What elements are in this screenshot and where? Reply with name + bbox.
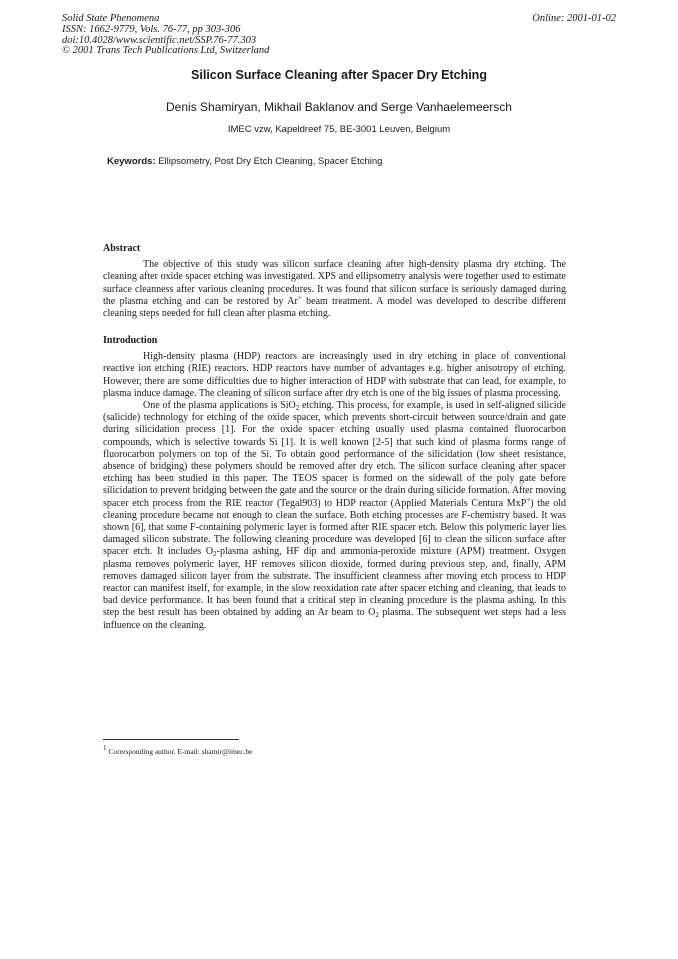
copyright-line: © 2001 Trans Tech Publications Ltd, Switzerland	[62, 45, 270, 57]
intro-paragraph-2: One of the plasma applications is SiO$_2$ etching. This process, for example, is used in self-aligned silicide (salicide) technology for etching of the oxide spacer, which prevents short-circuit between source/drain and gate during silicidation process [1]. For the oxide spacer etching usually used plasma contained fluorocarbon compounds, which is selective towards Si [1]. It is well known [2-5] that such kind of plasma forms range of fluorocarbon polymers on top of the Si. To obtain good performance of the silicidation (low sheet resistance, absence of bridging) these polymers should be removed after dry etch. The silicon surface cleaning after spacer etching has been studied in this paper. The TEOS spacer is formed on the sidewall of the poly gate before silicidation to prevent bridging between the gate and the source or the drain during silicide formation. After moving spacer etch process from the RIE reactor (Tegal903) to HDP reactor (Applied Materials Centura MxP+) the old cleaning procedure became not enough to clean the surface. Both etching processes are F-chemistry based. It was shown [6], that some F-containing polymeric layer is formed after RIE spacer etch. Below this polymeric layer lies damaged silicon substrate. The following cleaning procedure was developed [6] to clean the silicon surface after spacer etch. It includes $O_2$-plasma ashing, HF dip and ammonia-peroxide mixture (APM) treatment. Oxygen plasma removes polymeric layer, HF removes silicon dioxide, formed during previous step, and, finally, APM removes damaged silicon layer from the substrate. The insufficient cleanness after moving etch process to HDP reactor can manifest itself, for example, in the slow reoxidation rate after spacer etching and cleaning, that leads to bad device performance. It has been found that a critical step in cleaning procedure is the plasma ashing. In this step the best result has been obtained by adding an Ar beam to $O_2$ plasma. The subsequent wet steps had a less influence on the cleaning.	[103, 400, 567, 631]
doi-line: doi:10.4028/www.scientific.net/SSP.76-77.303	[62, 34, 257, 46]
abstract-text: The objective of this study was silicon surface cleaning after high-density plasma dry etching. The cleaning after oxide spacer etching was investigated. XPS and ellipsometry analysis were together used to estimate surface cleanness after various cleaning procedures. It was found that silicon surface is seriously damaged during the plasma etching and can be restored by Ar+ beam treatment. A model was developed to describe different cleaning steps needed for full clean after plasma etching.	[103, 259, 567, 320]
keywords	[107, 156, 382, 167]
introduction-heading: Introduction	[103, 335, 158, 346]
keywords-label: Keywords:	[107, 156, 156, 167]
footnote-rule	[103, 739, 239, 740]
author-list: Denis Shamiryan, Mikhail Baklanov and Serge Vanhaelemeersch	[166, 100, 512, 114]
journal-header	[62, 14, 269, 57]
paper-title: Silicon Surface Cleaning after Spacer Dry Etching	[191, 68, 487, 82]
introduction-section	[103, 335, 566, 632]
affiliation: IMEC vzw, Kapeldreef 75, BE-3001 Leuven, Belgium	[227, 124, 451, 135]
abstract-heading: Abstract	[103, 243, 141, 254]
online-date: Online: 2001-01-02	[532, 13, 616, 24]
abstract-section	[103, 243, 566, 320]
keywords-text: Ellipsometry, Post Dry Etch Cleaning, Spacer Etching	[158, 156, 383, 167]
intro-paragraph-1: High-density plasma (HDP) reactors are increasingly used in dry etching in place of conventional reactive ion etching (RIE) reactors. HDP reactors have number of advantages e.g. higher anisotropy of etching. However, there are some difficulties due to higher interaction of HDP with substrate that can lead, for example, to plasma induce damage. The cleaning of silicon surface after dry etch is one of the big issues of plasma processing.	[103, 351, 566, 399]
footnote: $^1$ Corresponding author. E-mail: shamir@imec.be	[103, 744, 253, 756]
journal-name: Solid State Phenomena	[62, 13, 160, 24]
issn-line: ISSN: 1662-9779, Vols. 76-77, pp 303-306	[62, 23, 241, 35]
